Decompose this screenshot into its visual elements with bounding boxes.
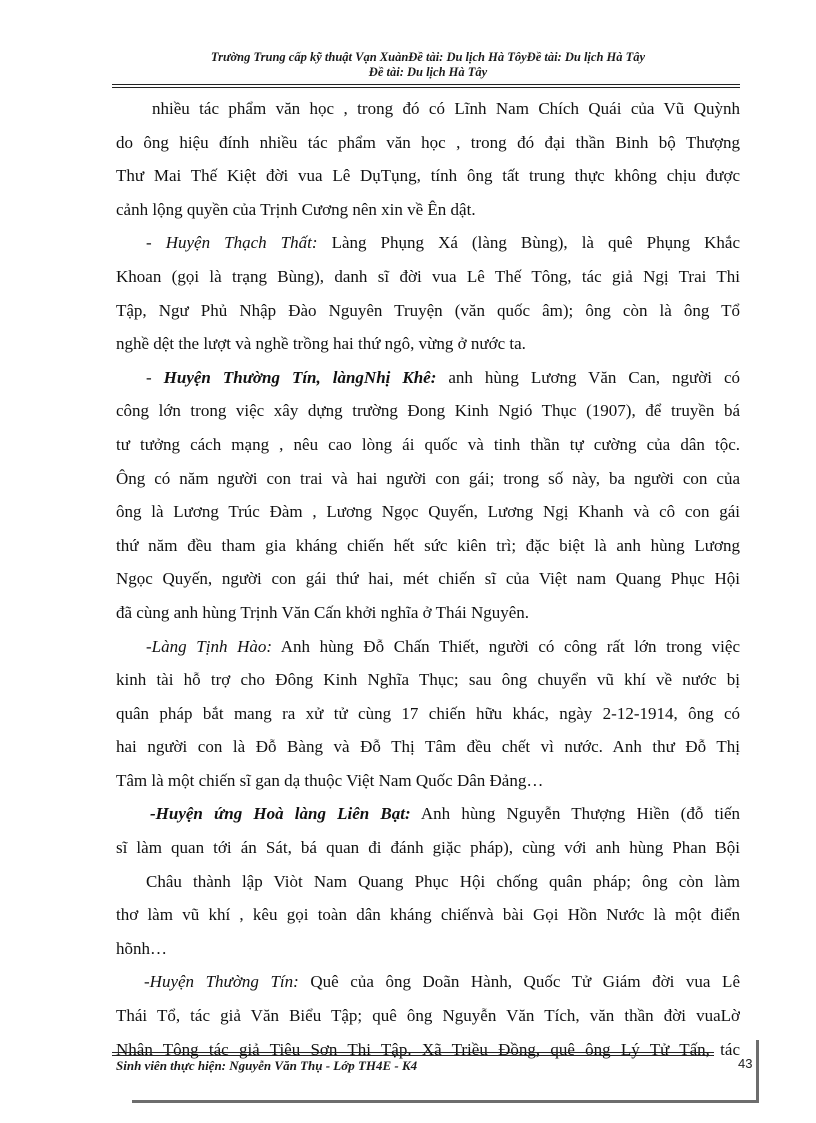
page-border-shadow-bottom (132, 1100, 759, 1103)
line: kinh tài hỗ trợ cho Đông Kinh Nghĩa Thục; sau ông chuyển vũ khí về nước bị (116, 670, 740, 690)
paragraph-lead: -Huyện ứng Hoà làng Liên Bạt: (150, 804, 411, 824)
line: Châu thành lập Viòt Nam Quang Phục Hội chống quân pháp; ông còn làm (146, 871, 740, 891)
paragraph-5 (116, 797, 740, 965)
header-line-1: Trường Trung cấp kỹ thuật Vạn XuànĐề tài: Du lịch Hà TôyĐề tài: Du lịch Hà Tây (210, 50, 646, 64)
line-text: Quê của ông Doãn Hành, Quốc Tử Giám đời vua Lê (298, 972, 740, 992)
line-text: Anh hùng Nguyễn Thượng Hiền (đỗ tiến (410, 804, 740, 824)
paragraph-lead: Huyện Thường Tín, làngNhị Khê: (163, 367, 437, 387)
footer-author: Sinh viên thực hiện: Nguyễn Văn Thụ - Lớp TH4E - K4 (116, 1058, 418, 1073)
line: Nhân Tông tác giả Tiêu Sơn Thi Tập. Xã Triều Đồng, quê ông Lý Tử Tấn, tác (116, 1039, 740, 1059)
line: hai người con là Đỗ Bàng và Đỗ Thị Tâm đều chết vì nước. Anh thư Đỗ Thị (116, 737, 740, 757)
line-text: Anh hùng Đỗ Chấn Thiết, người có công rất lớn trong việc (272, 636, 740, 656)
paragraph-2 (116, 226, 740, 360)
paragraph-lead: - Huyện Thạch Thất: (146, 233, 318, 253)
line: Thái Tổ, tác giả Văn Biểu Tập; quê ông Nguyễn Văn Tích, văn thần đời vuaLờ (116, 1006, 740, 1026)
line: công lớn trong việc xây dựng trường Đong Kinh Ngió Thục (1907), để truyền bá (116, 401, 740, 421)
header-rule-2 (112, 87, 740, 88)
line: thứ năm đều tham gia kháng chiến hết sức kiên trì; đặc biệt là anh hùng Lương (116, 535, 740, 555)
line: Khoan (gọi là trạng Bùng), danh sĩ đời vua Lê Thế Tông, tác giả Ngị Trai Thi (116, 266, 740, 286)
line (116, 630, 740, 664)
line: cảnh lộng quyền của Trịnh Cương nên xin về Ên dật. (116, 199, 476, 219)
line-text: Làng Phụng Xá (làng Bùng), là quê Phụng Khắc (317, 233, 740, 253)
line: Ngọc Quyến, người con gái thứ hai, mét chiến sĩ của Việt nam Quang Phục Hội (116, 569, 740, 589)
line: Thư Mai Thế Kiệt đời vua Lê DụTụng, tính ông tất trung thực không chịu được (116, 166, 740, 186)
line: hõnh… (116, 938, 167, 958)
line: tư tưởng cách mạng , nêu cao lòng ái quốc và tinh thần tự cường của dân tộc. (116, 434, 740, 454)
dash: - (146, 367, 164, 387)
line (116, 226, 740, 260)
line: sĩ làm quan tới án Sát, bá quan đi đánh giặc pháp), cùng với anh hùng Phan Bội (116, 838, 740, 858)
footer-rule (112, 1052, 714, 1053)
line: đã cùng anh hùng Trịnh Văn Cấn khởi nghĩa ở Thái Nguyên. (116, 602, 530, 622)
line: thơ làm vũ khí , kêu gọi toàn dân kháng chiếnvà bài Gọi Hồn Nước là một điển (116, 905, 740, 925)
line-text: anh hùng Lương Văn Can, người có (436, 367, 740, 387)
line: nghề dệt the lượt và nghề trồng hai thứ ngô, vừng ở nước ta. (116, 334, 526, 354)
line: Ông có năm người con trai và hai người con gái; trong số này, ba người con của (116, 468, 740, 488)
line: Tập, Ngư Phủ Nhập Đào Nguyên Truyện (văn quốc âm); ông còn là ông Tổ (116, 300, 740, 320)
paragraph-4 (116, 630, 740, 798)
footer-rule-2 (112, 1055, 714, 1056)
page-number: 43 (738, 1056, 753, 1071)
line: Tâm là một chiến sĩ gan dạ thuộc Việt Nam Quốc Dân Đảng… (116, 770, 544, 790)
paragraph-1 (116, 92, 740, 226)
paragraph-3 (116, 361, 740, 630)
line (116, 965, 740, 999)
line: ông là Lương Trúc Đàm , Lương Ngọc Quyến, Lương Ngị Khanh và cô con gái (116, 502, 740, 522)
header-line-2: Đề tài: Du lịch Hà Tây (368, 65, 488, 79)
page-header (112, 50, 744, 80)
line (116, 797, 740, 831)
paragraph-lead: -Huyện Thường Tín: (144, 972, 299, 992)
line (116, 361, 740, 395)
page-border-shadow-right (756, 1040, 759, 1102)
line: nhiều tác phẩm văn học , trong đó có Lĩnh Nam Chích Quái của Vũ Quỳnh (152, 99, 740, 118)
header-rule (112, 84, 740, 85)
paragraph-lead: -Làng Tịnh Hào: (146, 636, 273, 656)
line: do ông hiệu đính nhiều tác phẩm văn học , trong đó đại thần Binh bộ Thượng (116, 132, 740, 152)
document-body (116, 92, 740, 1066)
line: quân pháp bắt mang ra xử tử cùng 17 chiến hữu khác, ngày 2-12-1914, ông có (116, 703, 740, 723)
